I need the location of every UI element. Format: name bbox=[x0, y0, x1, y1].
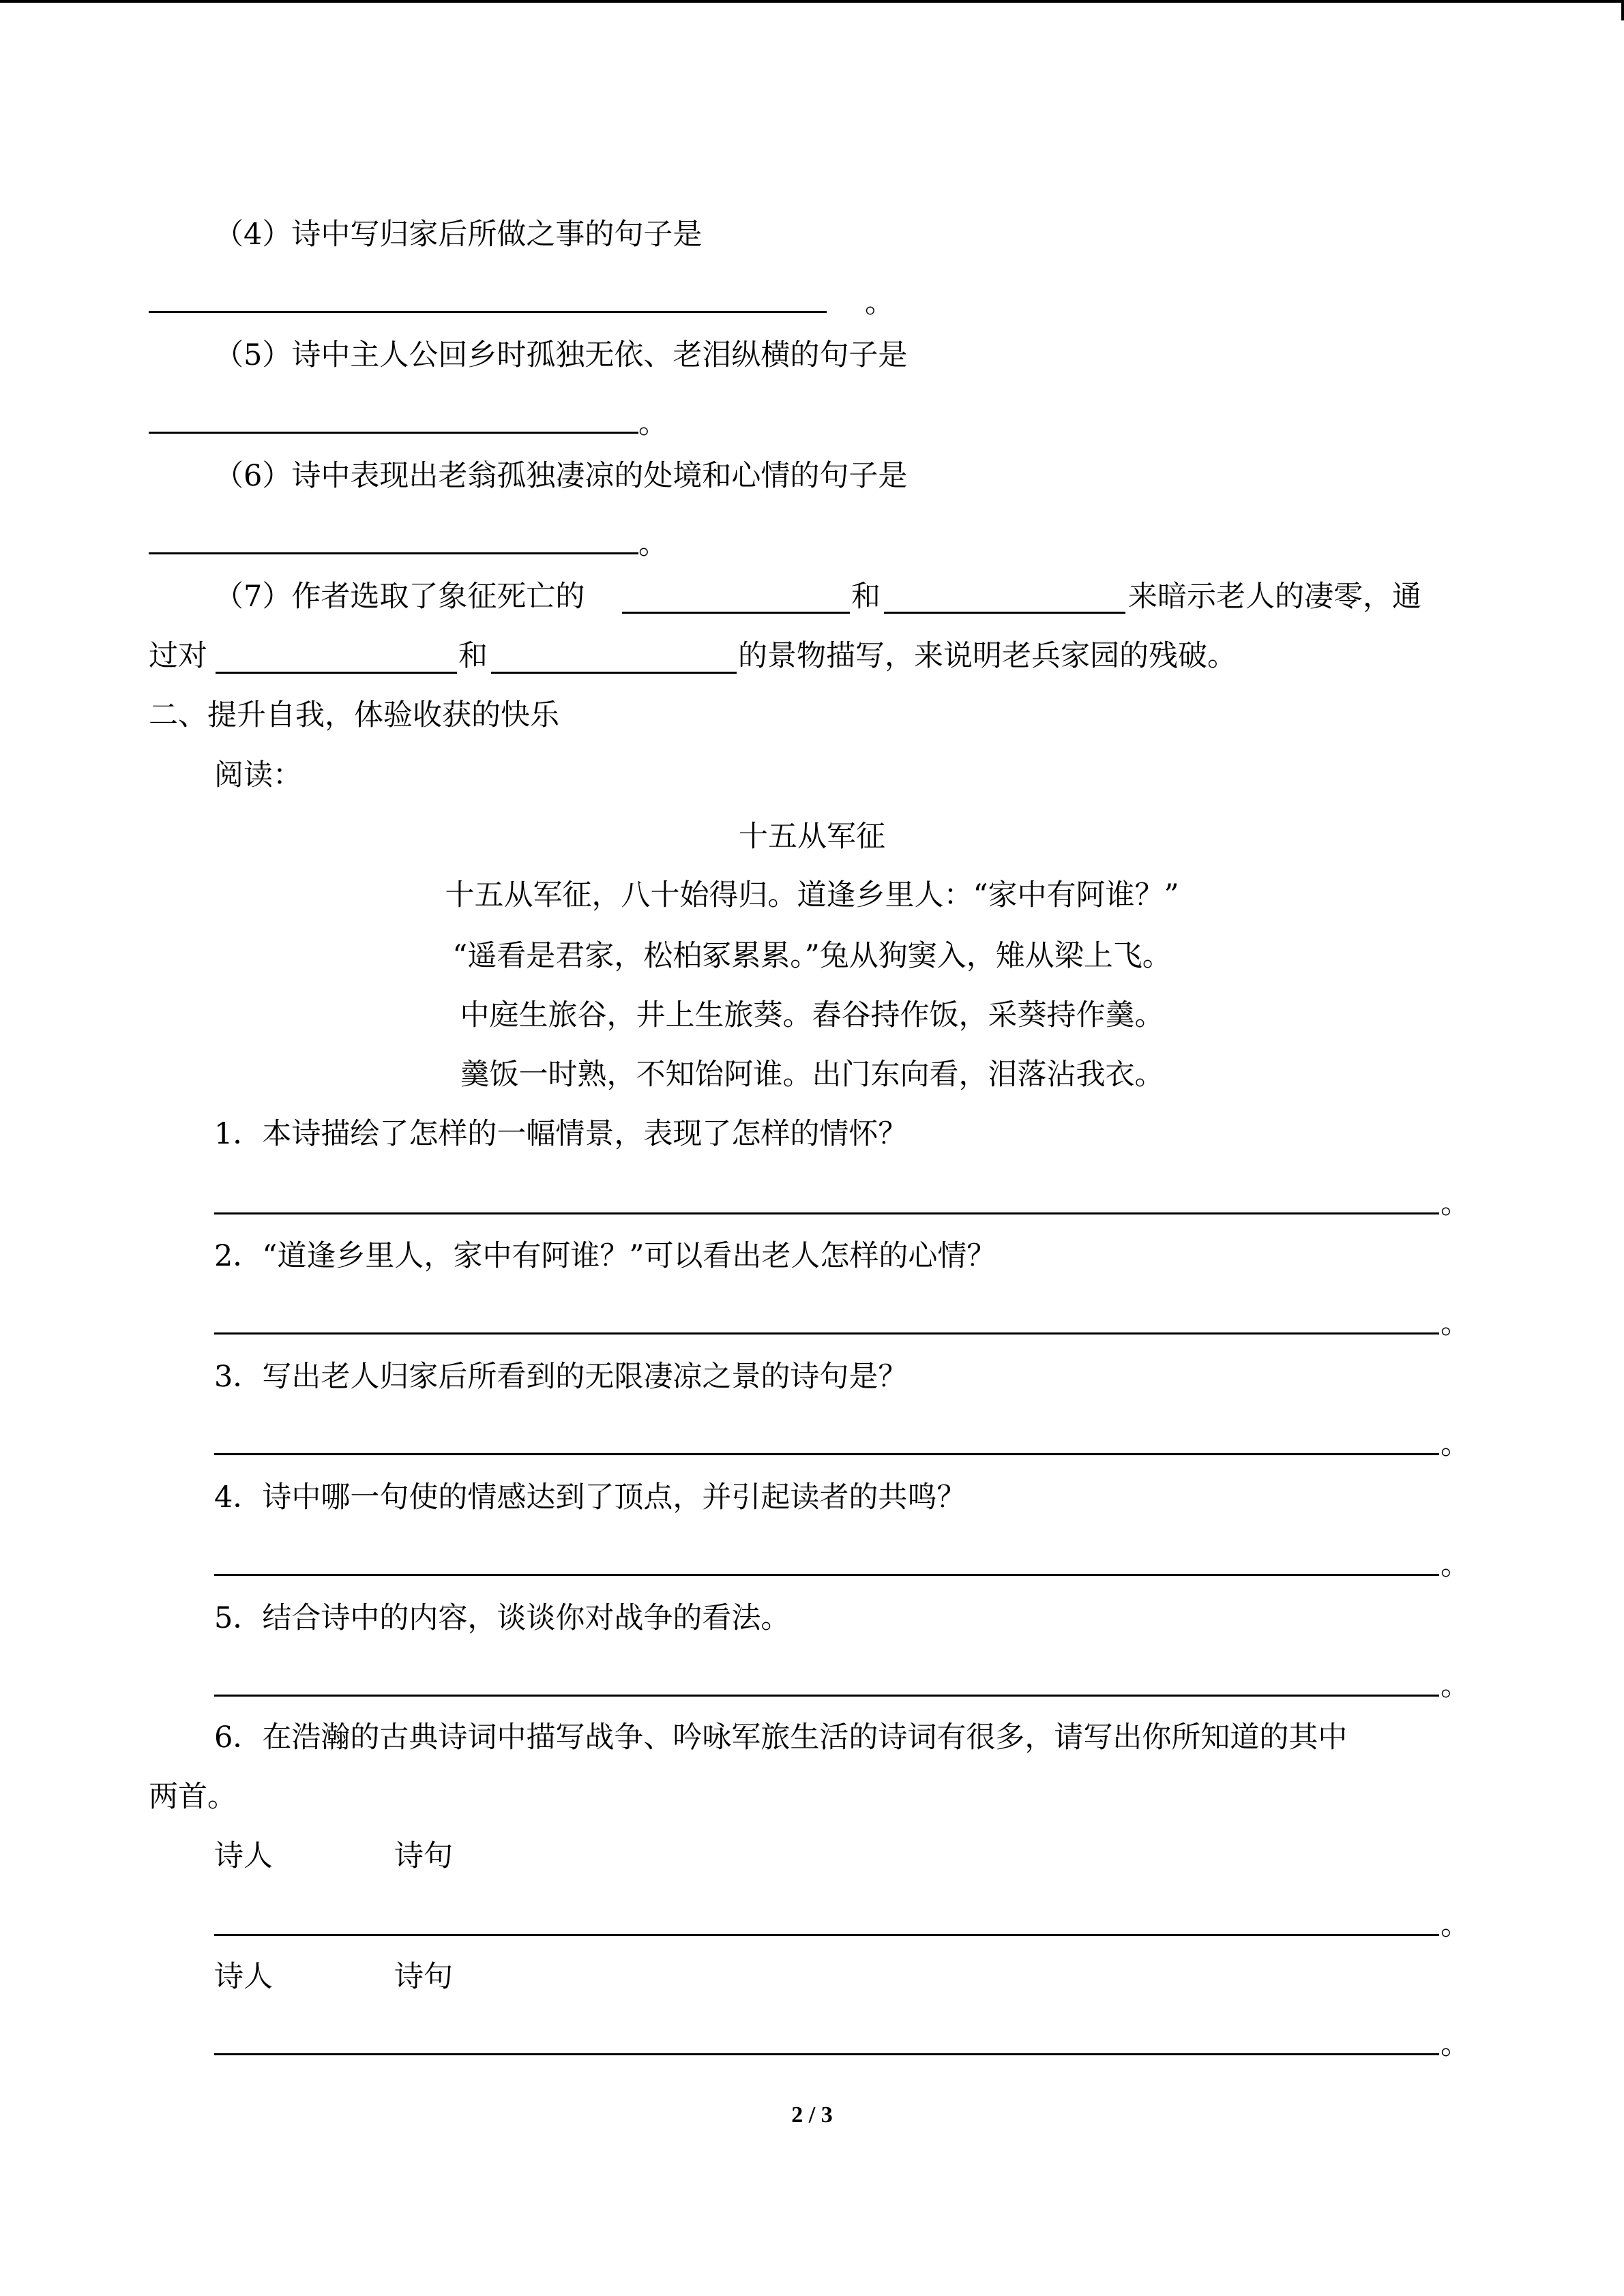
question-7-part1: （7）作者选取了象征死亡的 bbox=[214, 580, 585, 614]
question-7-part4: 过对 bbox=[149, 639, 207, 673]
answer-line-4[interactable] bbox=[149, 311, 827, 313]
poem-line: 十五从军征，八十始得归。道逢乡里人：“家中有阿谁？” bbox=[445, 878, 1179, 912]
page-right-border bbox=[1621, 0, 1624, 20]
section-heading: 二、提升自我，体验收获的快乐 bbox=[149, 698, 559, 732]
period: 。 bbox=[865, 286, 894, 320]
answer-line-5b[interactable] bbox=[214, 1695, 1439, 1697]
poem-line: 中庭生旅谷，井上生旅葵。舂谷持作饭，采葵持作羹。 bbox=[460, 998, 1164, 1032]
period: 。 bbox=[1441, 1307, 1470, 1341]
question-7-part3: 来暗示老人的凄零，通 bbox=[1128, 580, 1421, 614]
poet-label: 诗人 bbox=[214, 1839, 273, 1873]
verse-label: 诗句 bbox=[394, 1960, 453, 1994]
period: 。 bbox=[1441, 1427, 1470, 1461]
answer-line-5[interactable] bbox=[149, 432, 638, 434]
question-1: 1．本诗描绘了怎样的一幅情景，表现了怎样的情怀？ bbox=[214, 1117, 908, 1151]
question-7-part5: 和 bbox=[458, 639, 488, 673]
poet-label: 诗人 bbox=[214, 1960, 273, 1994]
blank-7d[interactable] bbox=[491, 672, 737, 674]
question-3: 3．写出老人归家后所看到的无限凄凉之景的诗句是？ bbox=[214, 1360, 908, 1394]
period: 。 bbox=[638, 406, 668, 441]
blank-7a[interactable] bbox=[622, 612, 850, 614]
question-5b: 5．结合诗中的内容，谈谈你对战争的看法。 bbox=[214, 1601, 791, 1635]
blank-7b[interactable] bbox=[884, 612, 1125, 614]
answer-line-6a[interactable] bbox=[214, 1934, 1439, 1936]
period: 。 bbox=[638, 527, 668, 561]
question-4: （4）诗中写归家后所做之事的句子是 bbox=[214, 218, 703, 252]
period: 。 bbox=[1441, 1187, 1470, 1221]
answer-line-3[interactable] bbox=[214, 1453, 1439, 1455]
question-6: （6）诗中表现出老翁孤独凄凉的处境和心情的句子是 bbox=[214, 459, 908, 493]
question-6b-line1: 6．在浩瀚的古典诗词中描写战争、吟咏军旅生活的诗词有很多，请写出你所知道的其中 bbox=[214, 1720, 1348, 1755]
period: 。 bbox=[1441, 1669, 1470, 1703]
period: 。 bbox=[1441, 1548, 1470, 1582]
answer-line-4b[interactable] bbox=[214, 1574, 1439, 1576]
question-2: 2．“道逢乡里人，家中有阿谁？”可以看出老人怎样的心情？ bbox=[214, 1239, 996, 1273]
answer-line-1[interactable] bbox=[214, 1212, 1439, 1214]
page-number: 2 / 3 bbox=[791, 2102, 833, 2128]
question-7-part6: 的景物描写，来说明老兵家园的残破。 bbox=[738, 639, 1237, 673]
answer-line-6b[interactable] bbox=[214, 2053, 1439, 2055]
period: 。 bbox=[1441, 1908, 1470, 1942]
question-4b: 4．诗中哪一句使的情感达到了顶点，并引起读者的共鸣？ bbox=[214, 1480, 966, 1515]
poem-line: “遥看是君家，松柏冢累累。”兔从狗窦入，雉从梁上飞。 bbox=[452, 939, 1172, 973]
answer-line-6[interactable] bbox=[149, 552, 638, 554]
blank-7c[interactable] bbox=[216, 672, 457, 674]
poem-line: 羹饭一时熟，不知饴阿谁。出门东向看，泪落沾我衣。 bbox=[460, 1058, 1164, 1092]
read-label: 阅读： bbox=[214, 758, 302, 792]
verse-label: 诗句 bbox=[394, 1839, 453, 1873]
question-7-part2: 和 bbox=[851, 580, 881, 614]
question-5: （5）诗中主人公回乡时孤独无依、老泪纵横的句子是 bbox=[214, 338, 908, 372]
answer-line-2[interactable] bbox=[214, 1332, 1439, 1335]
period: 。 bbox=[1441, 2027, 1470, 2061]
page-top-border bbox=[0, 0, 1624, 3]
poem-title: 十五从军征 bbox=[739, 820, 885, 854]
question-6b-line2: 两首。 bbox=[149, 1780, 237, 1814]
